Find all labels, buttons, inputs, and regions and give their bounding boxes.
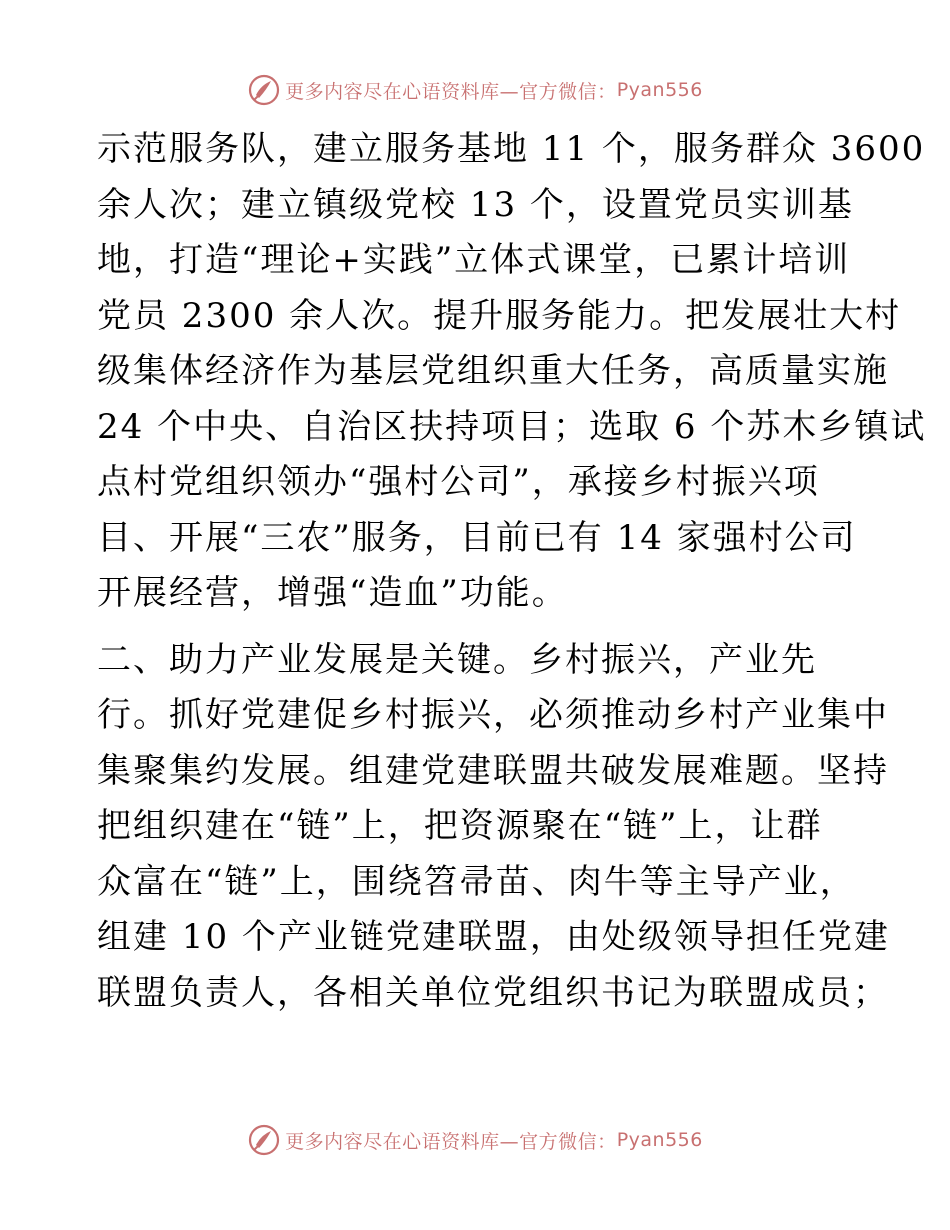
text-line: 级集体经济作为基层党组织重大任务，高质量实施 [97,351,889,391]
watermark-separator: —官方微信： [499,1130,617,1153]
pen-logo-icon [247,1123,281,1157]
watermark-brand: 更多内容尽在心语资料库 [285,80,500,103]
text-line: 联盟负责人，各相关单位党组织书记为联盟成员； [97,972,889,1013]
text-line: 点村党组织领办“强村公司”，承接乡村振兴项 [97,462,820,502]
text-line: 二、助力产业发展是关键。乡村振兴，产业先 [97,639,817,680]
watermark-separator: —官方微信： [499,80,617,103]
text-line: 把组织建在“链”上，把资源聚在“链”上，让群 [97,806,823,846]
text-line: 示范服务队，建立服务基地 11 个，服务群众 3600 [97,129,926,169]
text-line: 余人次；建立镇级党校 13 个，设置党员实训基 [97,184,854,225]
text-line: 开展经营，增强“造血”功能。 [97,573,568,613]
paragraph-2 [97,633,890,1022]
watermark-brand: 更多内容尽在心语资料库 [285,1130,500,1153]
text-line: 党员 2300 余人次。提升服务能力。把发展壮大村 [97,295,902,336]
watermark-header [0,70,950,110]
text-line: 集聚集约发展。组建党建联盟共破发展难题。坚持 [97,750,889,791]
text-line: 众富在“链”上，围绕笤帚苗、肉牛等主导产业， [97,861,856,902]
text-line: 24 个中央、自治区扶持项目；选取 6 个苏木乡镇试 [97,406,927,447]
watermark-contact: Pyan556 [616,1129,703,1151]
watermark-contact: Pyan556 [616,79,703,101]
text-line: 目、开展“三农”服务，目前已有 14 家强村公司 [97,517,857,558]
text-line: 组建 10 个产业链党建联盟，由处级领导担任党建 [97,917,890,957]
pen-logo-icon [247,73,281,107]
paragraph-spacer [97,622,877,633]
text-line: 行。抓好党建促乡村振兴，必须推动乡村产业集中 [97,695,889,735]
watermark-footer [0,1120,950,1160]
paragraph-1 [97,122,927,622]
text-line: 地，打造“理论+实践”立体式课堂，已累计培训 [97,240,851,280]
document-body [97,122,927,1021]
